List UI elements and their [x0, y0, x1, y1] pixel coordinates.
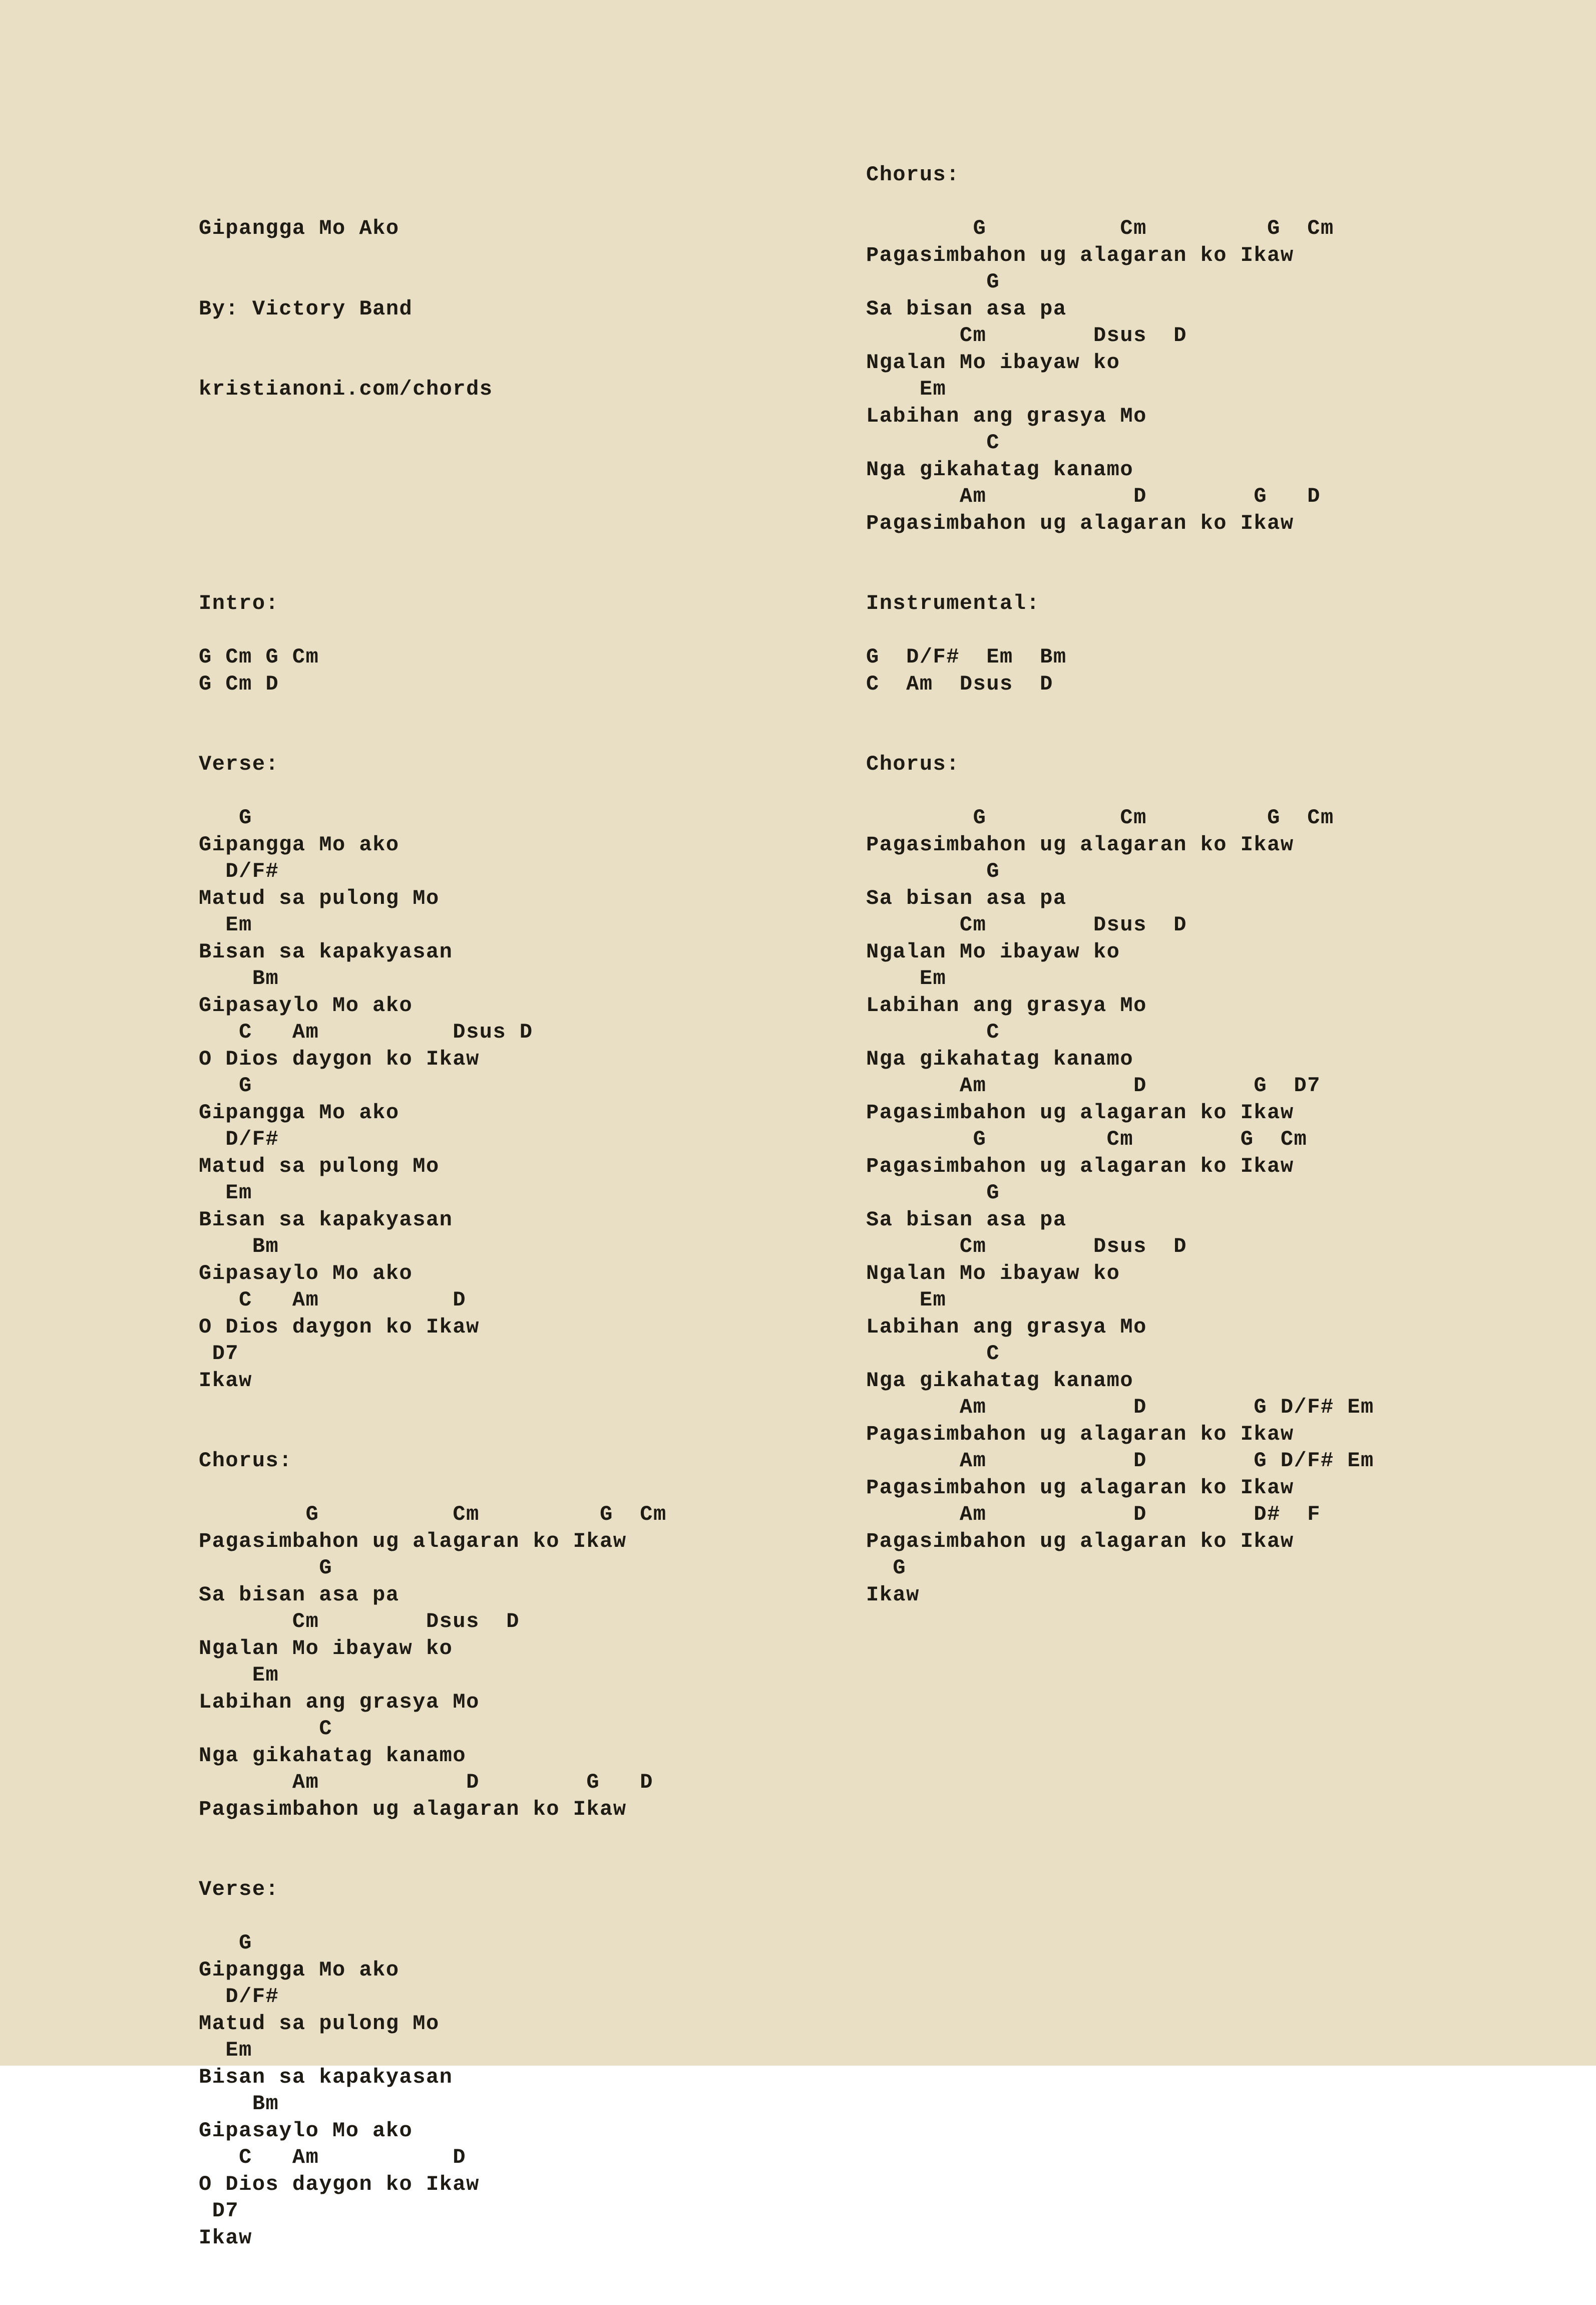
lyric-line: O Dios daygon ko Ikaw: [199, 2172, 480, 2196]
song-section: [866, 751, 1374, 1608]
lyric-line: Ngalan Mo ibayaw ko: [866, 350, 1120, 375]
lyric-line: Bisan sa kapakyasan: [199, 2065, 453, 2089]
chord-line: Am D G D/F# Em: [866, 1395, 1374, 1419]
chord-line: G: [199, 1556, 333, 1580]
chord-line: C Am D: [199, 1288, 467, 1312]
lyric-line: Nga gikahatag kanamo: [199, 1743, 467, 1768]
chord-line: G Cm G Cm: [199, 645, 319, 669]
chord-line: Am D G D7: [866, 1074, 1321, 1098]
chord-line: G D/F# Em Bm: [866, 645, 1067, 669]
lyric-line: Bisan sa kapakyasan: [199, 939, 453, 964]
lyric-line: Pagasimbahon ug alagaran ko Ikaw: [866, 1529, 1294, 1553]
lyric-line: Pagasimbahon ug alagaran ko Ikaw: [866, 1422, 1294, 1446]
lyric-line: Ngalan Mo ibayaw ko: [866, 1261, 1120, 1285]
chord-line: Cm Dsus D: [866, 1234, 1187, 1258]
chord-line: Am D G D/F# Em: [866, 1449, 1374, 1473]
lyric-line: Sa bisan asa pa: [866, 1207, 1067, 1232]
lyric-line: Gipangga Mo ako: [199, 1957, 400, 1982]
chord-line: Em: [199, 1181, 252, 1205]
chord-line: G Cm G Cm: [866, 216, 1334, 240]
chord-line: G: [866, 859, 1000, 883]
section-label: Chorus:: [866, 163, 960, 187]
chord-line: Bm: [199, 2092, 279, 2116]
lyric-line: Nga gikahatag kanamo: [866, 1368, 1134, 1393]
song-source-url: kristianoni.com/chords: [199, 377, 493, 401]
lyric-line: Ikaw: [199, 1368, 252, 1393]
lyric-line: Sa bisan asa pa: [866, 886, 1067, 910]
chord-line: G: [199, 806, 252, 830]
chord-line: D/F#: [199, 1985, 279, 2009]
lyric-line: Sa bisan asa pa: [199, 1582, 400, 1607]
song-title: Gipangga Mo Ako: [199, 216, 400, 240]
right-column: [866, 108, 1374, 1662]
chord-line: G: [866, 270, 1000, 294]
section-label: Intro:: [199, 591, 279, 615]
song-byline: By: Victory Band: [199, 296, 413, 321]
lyric-line: Ikaw: [199, 2225, 252, 2250]
lyric-line: Gipangga Mo ako: [199, 1100, 400, 1125]
lyric-line: Bisan sa kapakyasan: [199, 1207, 453, 1232]
lyric-line: Labihan ang grasya Mo: [866, 1314, 1147, 1339]
lyric-line: Sa bisan asa pa: [866, 296, 1067, 321]
lyric-line: Gipasaylo Mo ako: [199, 1261, 413, 1285]
section-label: Instrumental:: [866, 591, 1040, 615]
chord-line: Em: [866, 377, 947, 401]
left-column: [199, 108, 667, 2305]
chord-line: Bm: [199, 966, 279, 991]
chord-line: G: [866, 1556, 907, 1580]
lyric-line: Ikaw: [866, 1582, 920, 1607]
chord-line: G: [199, 1074, 252, 1098]
lyric-line: Matud sa pulong Mo: [199, 2011, 440, 2036]
chord-line: G Cm D: [199, 672, 279, 696]
chord-line: D/F#: [199, 859, 279, 883]
lyric-line: Pagasimbahon ug alagaran ko Ikaw: [199, 1529, 627, 1553]
lyric-line: Pagasimbahon ug alagaran ko Ikaw: [866, 1154, 1294, 1178]
song-section: [199, 1876, 667, 2251]
lyric-line: Pagasimbahon ug alagaran ko Ikaw: [866, 1100, 1294, 1125]
chord-line: Em: [866, 966, 947, 991]
chord-line: Em: [199, 1663, 279, 1687]
lyric-line: Gipasaylo Mo ako: [199, 993, 413, 1018]
chord-line: D/F#: [199, 1127, 279, 1151]
lyric-line: Nga gikahatag kanamo: [866, 1047, 1134, 1071]
song-header: [199, 162, 667, 457]
lyric-line: Matud sa pulong Mo: [199, 1154, 440, 1178]
chord-line: Am D G D: [866, 484, 1321, 508]
lyric-line: Pagasimbahon ug alagaran ko Ikaw: [866, 243, 1294, 267]
chord-line: Am D G D: [199, 1770, 653, 1794]
lyric-line: Pagasimbahon ug alagaran ko Ikaw: [866, 1475, 1294, 1500]
chord-line: C: [866, 1020, 1000, 1044]
chord-line: G Cm G Cm: [866, 1127, 1308, 1151]
chord-line: C: [866, 1342, 1000, 1366]
chord-line: Cm Dsus D: [866, 323, 1187, 348]
chord-line: C Am D: [199, 2145, 467, 2169]
lyric-line: Labihan ang grasya Mo: [866, 404, 1147, 428]
song-section: [866, 590, 1374, 698]
lyric-line: Pagasimbahon ug alagaran ko Ikaw: [199, 1797, 627, 1821]
song-section: [199, 751, 667, 1394]
left-sections: [199, 590, 667, 2251]
chord-line: Em: [199, 2038, 252, 2062]
chord-line: G: [199, 1931, 252, 1955]
section-label: Chorus:: [199, 1449, 292, 1473]
chord-line: D7: [199, 2199, 239, 2223]
lyric-line: Pagasimbahon ug alagaran ko Ikaw: [866, 511, 1294, 535]
chord-line: Cm Dsus D: [199, 1609, 520, 1633]
right-sections: [866, 162, 1374, 1608]
section-label: Verse:: [199, 752, 279, 776]
chord-line: Am D D# F: [866, 1502, 1321, 1526]
lyric-line: Gipangga Mo ako: [199, 832, 400, 857]
chord-line: C: [199, 1717, 333, 1741]
chord-line: C Am Dsus D: [199, 1020, 533, 1044]
chord-line: D7: [199, 1342, 239, 1366]
lyric-line: Pagasimbahon ug alagaran ko Ikaw: [866, 832, 1294, 857]
chord-line: Bm: [199, 1234, 279, 1258]
lyric-line: Matud sa pulong Mo: [199, 886, 440, 910]
chord-line: Em: [199, 913, 252, 937]
chord-line: G Cm G Cm: [199, 1502, 667, 1526]
chord-line: Cm Dsus D: [866, 913, 1187, 937]
song-section: [866, 162, 1374, 537]
chord-line: C: [866, 431, 1000, 455]
song-section: [199, 1448, 667, 1823]
lyric-line: Labihan ang grasya Mo: [199, 1690, 480, 1714]
chord-line: G Cm G Cm: [866, 806, 1334, 830]
chord-line: C Am Dsus D: [866, 672, 1053, 696]
section-label: Chorus:: [866, 752, 960, 776]
lyric-line: Ngalan Mo ibayaw ko: [199, 1636, 453, 1661]
lyric-line: Nga gikahatag kanamo: [866, 457, 1134, 482]
lyric-line: Labihan ang grasya Mo: [866, 993, 1147, 1018]
chord-line: Em: [866, 1288, 947, 1312]
song-section: [199, 590, 667, 698]
lyric-line: O Dios daygon ko Ikaw: [199, 1314, 480, 1339]
section-label: Verse:: [199, 1877, 279, 1901]
lyric-line: Ngalan Mo ibayaw ko: [866, 939, 1120, 964]
chord-line: G: [866, 1181, 1000, 1205]
lyric-line: Gipasaylo Mo ako: [199, 2118, 413, 2143]
lyric-line: O Dios daygon ko Ikaw: [199, 1047, 480, 1071]
